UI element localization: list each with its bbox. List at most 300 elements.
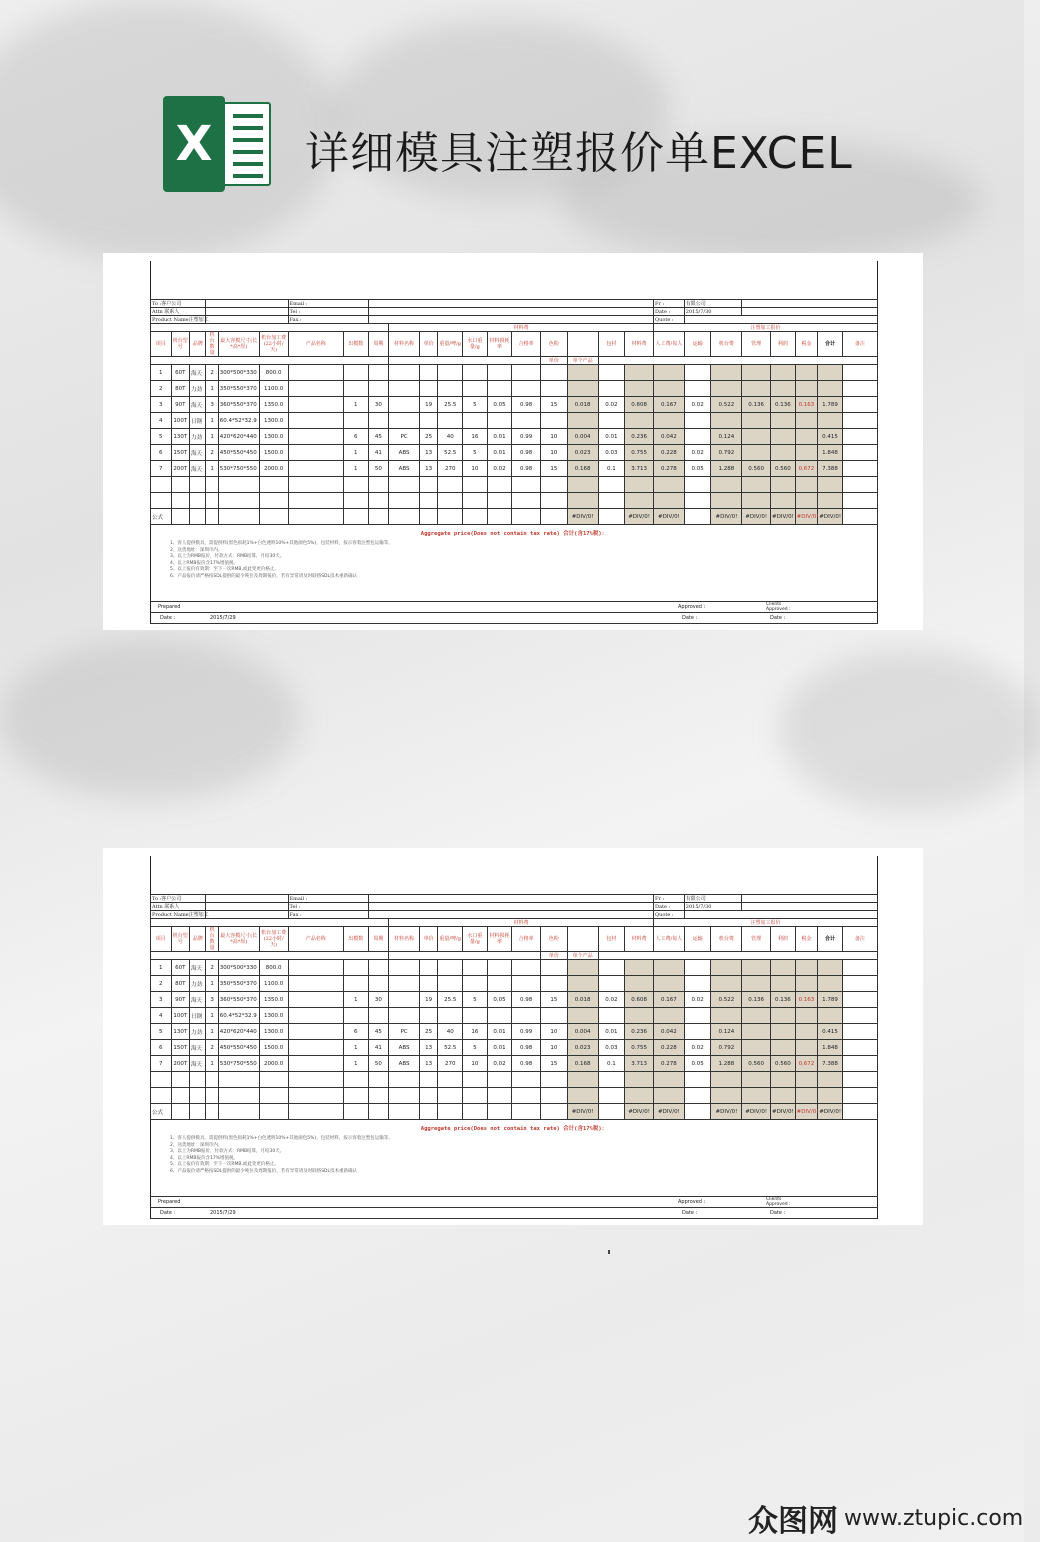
table-cell: 30 [368, 992, 389, 1008]
table-cell [288, 381, 343, 397]
table-cell: 0.792 [711, 445, 742, 461]
table-cell: 6 [151, 1040, 172, 1056]
table-cell [567, 1008, 598, 1024]
table-cell: 2 [206, 1040, 218, 1056]
formula-cell: #DIV/0! [795, 1104, 818, 1120]
table-cell: 41 [368, 445, 389, 461]
table-cell [598, 976, 625, 992]
table-cell [463, 1008, 488, 1024]
table-cell: 0.004 [567, 429, 598, 445]
table-cell: 1.288 [711, 1056, 742, 1072]
table-cell: 2 [151, 976, 172, 992]
table-cell [567, 976, 598, 992]
column-header: 材料损耗率 [487, 927, 512, 952]
background-shadow [0, 640, 300, 800]
decoration-dot [608, 1250, 610, 1254]
table-cell: 0.560 [742, 461, 771, 477]
table-cell [288, 1056, 343, 1072]
table-cell: 1 [206, 1008, 218, 1024]
table-cell: 1 [206, 1024, 218, 1040]
column-header: 合格率 [512, 332, 541, 357]
table-cell [742, 960, 771, 976]
table-row [151, 1040, 878, 1056]
table-cell: 0.02 [684, 1040, 711, 1056]
table-cell [625, 365, 654, 381]
table-cell: 2 [206, 960, 218, 976]
table-cell [818, 976, 843, 992]
table-cell: 25 [419, 429, 437, 445]
table-cell [684, 365, 711, 381]
table-cell [625, 413, 654, 429]
table-cell: 19 [419, 992, 437, 1008]
table-cell [541, 960, 568, 976]
column-header: 周期 [368, 332, 389, 357]
table-cell [419, 1008, 437, 1024]
table-cell [795, 1024, 818, 1040]
table-cell [438, 381, 463, 397]
table-cell: 13 [419, 461, 437, 477]
formula-cell: #DIV/0! [742, 509, 771, 525]
table-cell: 1 [151, 365, 172, 381]
table-cell: 7.388 [818, 461, 843, 477]
table-cell [795, 413, 818, 429]
column-header: 运输 [684, 332, 711, 357]
table-cell: 0.415 [818, 429, 843, 445]
table-cell [541, 365, 568, 381]
table-cell: 1 [206, 1056, 218, 1072]
table-cell [389, 413, 420, 429]
table-cell [842, 1008, 877, 1024]
table-cell [438, 960, 463, 976]
table-cell [711, 365, 742, 381]
table-cell [771, 1008, 796, 1024]
table-cell: 10 [463, 1056, 488, 1072]
table-cell: 40 [438, 1024, 463, 1040]
table-cell [487, 976, 512, 992]
table-cell: 60.4*52*32.9 [218, 1008, 259, 1024]
table-cell [487, 381, 512, 397]
table-cell: 0.004 [567, 1024, 598, 1040]
table-cell: 0.278 [654, 461, 685, 477]
table-cell [795, 1008, 818, 1024]
table-cell [771, 381, 796, 397]
table-cell [487, 365, 512, 381]
table-cell [288, 1024, 343, 1040]
table-cell: 0.228 [654, 445, 685, 461]
table-cell [419, 365, 437, 381]
table-cell [818, 1008, 843, 1024]
table-row [151, 992, 878, 1008]
table-cell: 0.792 [711, 1040, 742, 1056]
table-cell: 日钢 [190, 1008, 206, 1024]
column-header: 材料费 [625, 927, 654, 952]
table-cell: 0.01 [598, 1024, 625, 1040]
table-cell: 0.672 [795, 1056, 818, 1072]
table-cell: 15 [541, 1056, 568, 1072]
table-cell: 350*550*370 [218, 976, 259, 992]
table-row [151, 960, 878, 976]
table-cell [771, 445, 796, 461]
table-cell [288, 461, 343, 477]
table-cell: 0.01 [598, 429, 625, 445]
table-cell: 0.136 [742, 992, 771, 1008]
table-cell [512, 976, 541, 992]
table-cell: 90T [171, 397, 189, 413]
table-cell [742, 365, 771, 381]
formula-cell: #DIV/0! [654, 509, 685, 525]
table-cell [288, 413, 343, 429]
signature-footer: Prepared Approved : Clients Approved : Date : 2015/7/29 Date : Date : [150, 601, 878, 623]
table-cell: 45 [368, 1024, 389, 1040]
table-cell: 13 [419, 1040, 437, 1056]
table-cell: 6 [343, 429, 368, 445]
table-cell [771, 413, 796, 429]
table-cell [487, 1008, 512, 1024]
table-cell [842, 445, 877, 461]
table-cell: 50 [368, 1056, 389, 1072]
table-cell: 0.167 [654, 397, 685, 413]
table-cell: 0.560 [771, 1056, 796, 1072]
table-cell: 100T [171, 1008, 189, 1024]
column-header: 出模数 [343, 927, 368, 952]
table-cell [438, 365, 463, 381]
table-cell: 80T [171, 976, 189, 992]
table-cell [842, 1024, 877, 1040]
aggregate-price: Aggregate price(Does not contain tax rate) 合计(含17%税)： [420, 531, 608, 537]
table-cell: 1 [206, 429, 218, 445]
table-cell: 0.023 [567, 1040, 598, 1056]
table-cell [684, 413, 711, 429]
table-cell [842, 1040, 877, 1056]
column-header: 项目 [151, 927, 172, 952]
table-cell: 5 [463, 992, 488, 1008]
table-cell: 420*620*440 [218, 1024, 259, 1040]
table-cell: 1300.0 [259, 429, 288, 445]
formula-cell: #DIV/0! [567, 509, 598, 525]
table-cell: 0.608 [625, 992, 654, 1008]
table-cell: 5 [463, 1040, 488, 1056]
table-cell [389, 365, 420, 381]
table-cell: 0.672 [795, 461, 818, 477]
table-cell [512, 960, 541, 976]
table-cell [288, 1040, 343, 1056]
table-cell: 0.124 [711, 1024, 742, 1040]
table-cell [368, 381, 389, 397]
table-cell [343, 413, 368, 429]
table-cell: 270 [438, 1056, 463, 1072]
table-cell: 5 [463, 397, 488, 413]
table-cell: 0.05 [684, 1056, 711, 1072]
table-cell: 150T [171, 1040, 189, 1056]
table-cell [795, 1040, 818, 1056]
table-cell [742, 413, 771, 429]
column-header: 机台型号 [171, 332, 189, 357]
table-cell [288, 992, 343, 1008]
quote-table: To :客户公司 Email : Fr : 有限公司 Attn 联系人 Tel : Date : 2015/7/30 Product Name注塑加工 Fax : Quote : 材料费 注塑加工报价 项目 机台型号 品牌 机台数量 最大容模尺寸(长*高*厚) 机台加工费(22小时/天) 产品名称 出模数 周期 材料名称 单价 重量/啤/g 水口重量/g 材料损耗率 合格率 色粉 包材 材料费 人工费/每人 运输 机台费 管理 利润 税金 合计 备注 单价 单个产品 1 60T 海天 2 300*500*330 800.0 2 80T 力劲 1 350*550*370 1100.0 3 90T 海天 3 360*550*370 1350.0 1 30 19 25.5 5 0.05 0.98 15 0.018 0.02 0.608 0.167 0.02 0.522 0.136 0.136 0.163 1.789 4 100T 日钢 1 60.4*52*32.9 1300.0 5 130T 力劲 1 420*620*440 1300.0 6 45 PC 25 40 16 0.01 0.99 10 0.004 0.01 0.236 0.042 0.124 0.415 6 150T 海天 2 450*550*450 1500.0 1 41 ABS 13 52.5 5 0.01 0.98 10 0.023 0.03 0.755 0.228 0.02 0.792 1.848 7 200T 海天 1 530*750*550 2000.0 1 50 ABS 13 270 10 0.02 0.98 15 0.168 0.1 3.713 0.278 0.05 1.288 0.560 0.560 0.672 7.388 公式 #DIV/0! #DIV/0! #DIV/0! #DIV/0! #DIV/0! #DIV/0! #DIV/0! #DIV/0! [150, 894, 878, 1120]
table-cell [625, 976, 654, 992]
table-cell: 0.755 [625, 1040, 654, 1056]
column-header: 机台数量 [206, 332, 218, 357]
table-cell: 0.02 [598, 992, 625, 1008]
table-cell: 800.0 [259, 365, 288, 381]
table-cell: ABS [389, 461, 420, 477]
table-cell [463, 365, 488, 381]
table-cell: 0.99 [512, 429, 541, 445]
table-cell [567, 413, 598, 429]
notes: 1、客人提供模具，需提供料(黑色损耗1%+白色透明10%+其他颜色5%)，包装材料，按示客着注塑包运输等。 2、送货地址：深圳市内。 3、以上为RMB报价，付款方式：RMB结算，月结30天。 4、以上RMB报价含17%增值税。 5、以上报价有效期：至下一次RMB,或此变更价格止。 6、产品报价请严格按SDL提供的最少吨位及周期报价，若有异常请及时联络SDL技术重新确认 [170, 541, 393, 579]
aggregate-price: Aggregate price(Does not contain tax rate) 合计(含17%税)： [420, 1126, 608, 1132]
table-cell [684, 976, 711, 992]
table-cell [842, 413, 877, 429]
table-cell: 0.236 [625, 429, 654, 445]
table-cell [842, 1056, 877, 1072]
table-cell: 0.02 [684, 445, 711, 461]
table-cell: 1.789 [818, 397, 843, 413]
column-header: 机台加工费(22小时/天) [259, 332, 288, 357]
table-cell: 0.136 [742, 397, 771, 413]
table-cell [842, 365, 877, 381]
table-cell: 52.5 [438, 445, 463, 461]
table-cell: 530*750*550 [218, 1056, 259, 1072]
table-cell: 2 [206, 445, 218, 461]
spreadsheet [150, 261, 878, 623]
watermark-logo [748, 1496, 1023, 1540]
table-cell [654, 381, 685, 397]
column-header: 单价 [419, 332, 437, 357]
column-header: 品牌 [190, 332, 206, 357]
table-cell [567, 960, 598, 976]
table-cell: 0.01 [487, 445, 512, 461]
table-cell: ABS [389, 1056, 420, 1072]
table-cell: 50 [368, 461, 389, 477]
table-cell [684, 1008, 711, 1024]
table-cell [541, 1008, 568, 1024]
table-cell [288, 445, 343, 461]
table-cell [818, 365, 843, 381]
table-cell: 1.848 [818, 1040, 843, 1056]
table-cell [389, 976, 420, 992]
table-cell: 0.01 [487, 1024, 512, 1040]
table-cell: 3 [151, 397, 172, 413]
column-header: 合计 [818, 927, 843, 952]
table-cell: 1100.0 [259, 381, 288, 397]
table-cell: 15 [541, 992, 568, 1008]
table-cell: 2000.0 [259, 461, 288, 477]
table-cell: 13 [419, 445, 437, 461]
signature-footer: Prepared Approved : Clients Approved : Date : 2015/7/29 Date : Date : [150, 1196, 878, 1218]
table-cell [684, 960, 711, 976]
table-cell [625, 960, 654, 976]
table-cell: 0.98 [512, 445, 541, 461]
table-cell [288, 429, 343, 445]
column-header: 产品名称 [288, 332, 343, 357]
table-cell [419, 976, 437, 992]
table-cell [771, 976, 796, 992]
table-cell [742, 429, 771, 445]
table-cell: 4 [151, 1008, 172, 1024]
page-title: 详细模具注塑报价单EXCEL [305, 128, 853, 179]
table-cell: 30 [368, 397, 389, 413]
table-cell [567, 381, 598, 397]
table-cell: 0.01 [487, 429, 512, 445]
table-cell: 200T [171, 1056, 189, 1072]
table-cell: 0.167 [654, 992, 685, 1008]
table-row [151, 1056, 878, 1072]
formula-cell: #DIV/0! [771, 509, 796, 525]
table-cell: 300*500*330 [218, 960, 259, 976]
table-cell: 1.288 [711, 461, 742, 477]
table-cell: 0.98 [512, 397, 541, 413]
formula-cell: #DIV/0! [795, 509, 818, 525]
table-cell [389, 381, 420, 397]
table-cell: 0.98 [512, 1040, 541, 1056]
table-cell [343, 976, 368, 992]
table-cell: 海天 [190, 1040, 206, 1056]
table-cell [842, 397, 877, 413]
table-cell [419, 413, 437, 429]
table-cell: 0.228 [654, 1040, 685, 1056]
table-cell: 90T [171, 992, 189, 1008]
table-row [151, 445, 878, 461]
column-header: 机台费 [711, 927, 742, 952]
table-cell [742, 445, 771, 461]
table-cell: 3.713 [625, 1056, 654, 1072]
table-cell: 0.608 [625, 397, 654, 413]
table-cell: 270 [438, 461, 463, 477]
watermark-url: www.ztupic.com [844, 1505, 1024, 1531]
column-header: 备注 [842, 332, 877, 357]
spreadsheet [150, 856, 878, 1218]
table-cell [541, 976, 568, 992]
table-cell: 0.168 [567, 1056, 598, 1072]
formula-cell: #DIV/0! [818, 509, 843, 525]
table-cell: PC [389, 429, 420, 445]
table-cell [288, 365, 343, 381]
column-header: 水口重量/g [463, 332, 488, 357]
table-cell [654, 1008, 685, 1024]
table-cell [368, 1008, 389, 1024]
table-cell: 0.018 [567, 992, 598, 1008]
table-row [151, 413, 878, 429]
table-cell [389, 992, 420, 1008]
table-cell: 1 [151, 960, 172, 976]
column-header: 周期 [368, 927, 389, 952]
table-cell [842, 992, 877, 1008]
table-cell [625, 1008, 654, 1024]
table-cell [288, 397, 343, 413]
column-header: 机台加工费(22小时/天) [259, 927, 288, 952]
table-cell [795, 960, 818, 976]
table-cell: 25.5 [438, 992, 463, 1008]
table-cell [771, 1024, 796, 1040]
table-cell: 1 [206, 381, 218, 397]
table-cell: 25.5 [438, 397, 463, 413]
table-cell [368, 365, 389, 381]
table-cell: 3.713 [625, 461, 654, 477]
table-cell [711, 413, 742, 429]
column-header: 人工费/每人 [654, 332, 685, 357]
quote-table: To :客户公司 Email : Fr : 有限公司 Attn 联系人 Tel : Date : 2015/7/30 Product Name注塑加工 Fax : Quote : 材料费 注塑加工报价 项目 机台型号 品牌 机台数量 最大容模尺寸(长*高*厚) 机台加工费(22小时/天) 产品名称 出模数 周期 材料名称 单价 重量/啤/g 水口重量/g 材料损耗率 合格率 色粉 包材 材料费 人工费/每人 运输 机台费 管理 利润 税金 合计 备注 单价 单个产品 1 60T 海天 2 300*500*330 800.0 2 80T 力劲 1 350*550*370 1100.0 3 90T 海天 3 360*550*370 1350.0 1 30 19 25.5 5 0.05 0.98 15 0.018 0.02 0.608 0.167 0.02 0.522 0.136 0.136 0.163 1.789 4 100T 日钢 1 60.4*52*32.9 1300.0 5 130T 力劲 1 420*620*440 1300.0 6 45 PC 25 40 16 0.01 0.99 10 0.004 0.01 0.236 0.042 0.124 0.415 6 150T 海天 2 450*550*450 1500.0 1 41 ABS 13 52.5 5 0.01 0.98 10 0.023 0.03 0.755 0.228 0.02 0.792 1.848 7 200T 海天 1 530*750*550 2000.0 1 50 ABS 13 270 10 0.02 0.98 15 0.168 0.1 3.713 0.278 0.05 1.288 0.560 0.560 0.672 7.388 公式 #DIV/0! #DIV/0! #DIV/0! #DIV/0! #DIV/0! #DIV/0! #DIV/0! #DIV/0! [150, 299, 878, 525]
table-cell [598, 960, 625, 976]
table-cell [343, 1008, 368, 1024]
formula-cell: #DIV/0! [654, 1104, 685, 1120]
table-cell: 0.03 [598, 1040, 625, 1056]
table-row [151, 381, 878, 397]
sheet-preview [103, 253, 923, 630]
column-header: 机台费 [711, 332, 742, 357]
table-row [151, 1024, 878, 1040]
table-cell: 1 [206, 976, 218, 992]
table-cell: 0.560 [742, 1056, 771, 1072]
column-header: 利润 [771, 332, 796, 357]
table-cell: 7.388 [818, 1056, 843, 1072]
table-cell: 3 [151, 992, 172, 1008]
column-header: 利润 [771, 927, 796, 952]
table-cell: 0.02 [598, 397, 625, 413]
table-cell [842, 381, 877, 397]
table-cell: 1 [206, 461, 218, 477]
table-cell [343, 960, 368, 976]
table-cell: 1 [343, 461, 368, 477]
table-cell: 13 [419, 1056, 437, 1072]
table-cell: 1 [343, 397, 368, 413]
table-cell [795, 976, 818, 992]
column-header: 材料费 [625, 332, 654, 357]
table-cell: 0.136 [771, 992, 796, 1008]
column-header: 运输 [684, 927, 711, 952]
table-cell: 19 [419, 397, 437, 413]
table-cell [654, 365, 685, 381]
formula-cell: #DIV/0! [711, 1104, 742, 1120]
table-cell [487, 960, 512, 976]
table-cell [684, 1024, 711, 1040]
table-cell: 10 [541, 1024, 568, 1040]
table-cell: 0.02 [487, 1056, 512, 1072]
formula-cell: #DIV/0! [771, 1104, 796, 1120]
table-cell: 10 [541, 429, 568, 445]
column-header: 材料损耗率 [487, 332, 512, 357]
table-cell [818, 960, 843, 976]
table-cell: 1 [343, 445, 368, 461]
table-cell: 40 [438, 429, 463, 445]
table-cell [842, 976, 877, 992]
column-header: 重量/啤/g [438, 332, 463, 357]
table-cell [463, 976, 488, 992]
table-cell [512, 381, 541, 397]
column-header: 色粉 [541, 332, 568, 357]
table-cell: 1 [343, 1040, 368, 1056]
table-cell [842, 461, 877, 477]
table-cell [389, 397, 420, 413]
table-cell: 800.0 [259, 960, 288, 976]
table-cell [771, 429, 796, 445]
table-cell: 0.023 [567, 445, 598, 461]
column-header [567, 332, 598, 357]
table-cell: 1350.0 [259, 992, 288, 1008]
table-row [151, 976, 878, 992]
table-cell [742, 976, 771, 992]
table-cell [512, 365, 541, 381]
table-cell [842, 960, 877, 976]
table-cell: 420*620*440 [218, 429, 259, 445]
table-cell: 1.789 [818, 992, 843, 1008]
table-cell [654, 976, 685, 992]
table-cell: 10 [541, 445, 568, 461]
table-cell: 力劲 [190, 1024, 206, 1040]
table-cell: 0.05 [684, 461, 711, 477]
table-cell: 7 [151, 1056, 172, 1072]
table-cell [389, 1008, 420, 1024]
